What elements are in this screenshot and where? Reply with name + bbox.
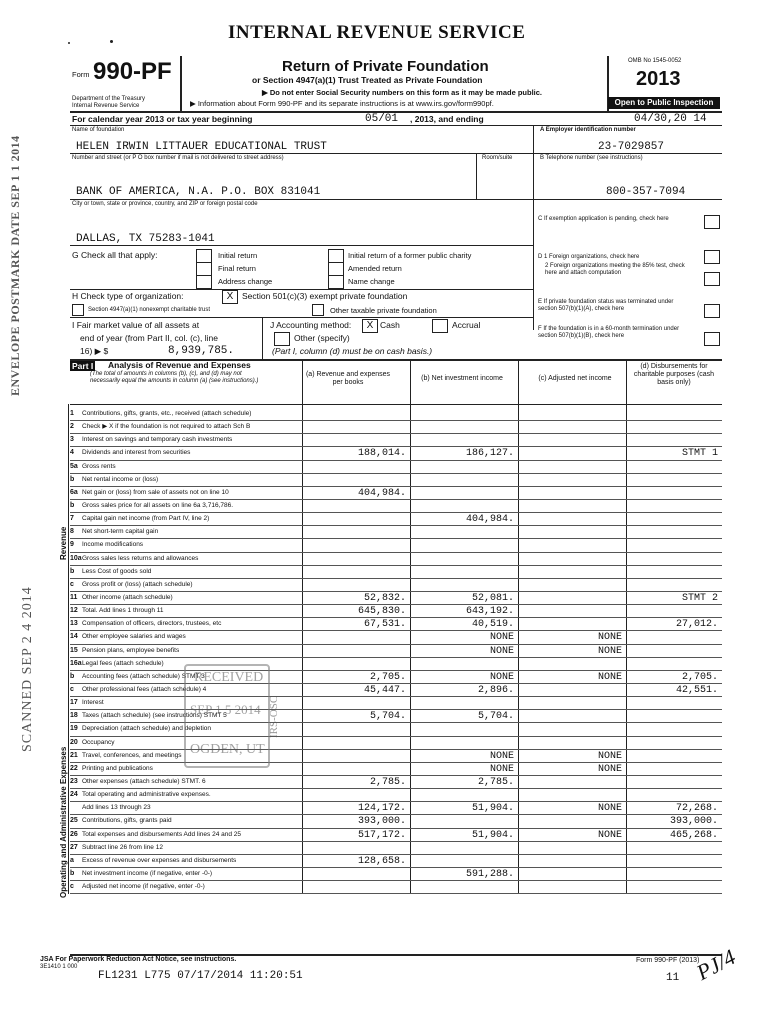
row-number: 26 [70,830,78,838]
row-rule [70,420,722,421]
row-number: 19 [70,725,78,733]
row-rule [70,814,722,815]
row-label: Add lines 13 through 23 [82,804,151,812]
row-label: Capital gain net income (from Part IV, line 2) [82,515,210,523]
row-rule [70,683,722,684]
col-c-header: (c) Adjusted net income [538,375,612,382]
row-value-a: 404,984. [357,487,406,499]
row-rule [70,578,722,579]
part1-tag: Part I [72,361,94,371]
row-value-a: 67,531. [363,619,406,631]
row-label: Net short-term capital gain [82,528,159,536]
row-value-d: 42,551. [675,684,718,696]
row-label: Net investment income (if negative, enter -0-) [82,869,213,877]
row-number: 3 [70,436,74,444]
row-rule [70,762,722,763]
row-value-b: 591,288. [465,868,514,880]
row-number: 16a [70,659,82,667]
row-value-b: 51,904. [471,829,514,841]
row-number: 8 [70,528,74,536]
row-rule [70,630,722,631]
row-value-c: NONE [597,645,622,657]
row-value-c: NONE [597,632,622,644]
h-opt1: Section 501(c)(3) exempt private foundation [242,291,408,301]
phone-label: B Telephone number (see instructions) [540,155,643,161]
row-rule [70,552,722,553]
d1-checkbox[interactable] [704,250,720,264]
row-value-b: 51,904. [471,803,514,815]
row-label: Interest on savings and temporary cash investments [82,436,233,444]
row-rule [70,644,722,645]
row-value-a: 645,830. [357,606,406,618]
row-rule [70,736,722,737]
received-date: SEP 1 5 2014 [190,702,261,717]
part1-note: (The total of amounts in columns (b), (c), and (d) may not necessarily equal the amounts in column (a) (see instructions).) [90,371,259,384]
f-checkbox[interactable] [704,332,720,346]
page-number: 11 [666,972,680,984]
row-number: b [70,475,75,483]
row-value-b: 5,704. [477,711,514,723]
h-opt2: Section 4947(a)(1) nonexempt charitable trust [88,307,211,313]
foundation-name: HELEN IRWIN LITTAUER EDUCATIONAL TRUST [76,141,327,153]
row-value-a: 52,832. [363,593,406,604]
row-label: Compensation of officers, directors, trustees, etc [82,620,222,628]
name-label: Name of foundation [72,127,125,133]
row-value-c: NONE [597,763,622,775]
d2-checkbox[interactable] [704,272,720,286]
row-label: Total operating and administrative expenses. [82,791,211,799]
row-label: Printing and publications [82,764,153,772]
row-value-d: 27,012. [675,619,718,631]
form-footer: Form 990-PF (2013) [636,957,700,964]
c-checkbox[interactable] [704,215,720,229]
calendar-label: For calendar year 2013 or tax year beginning [72,114,253,124]
row-number: c [70,685,74,693]
row-label: Interest [82,699,104,707]
row-value-a: 2,785. [369,776,406,788]
g-opt4: Amended return [348,264,402,273]
i-line3: 16) ▶ $ [80,346,109,356]
i-line1: I Fair market value of all assets at [72,320,200,330]
form-number: 990-PF [93,58,172,85]
jsa-code: 3E1410 1 000 [40,964,78,970]
row-label: Other professional fees (attach schedule) 4 [82,685,207,693]
row-number: 10a [70,554,82,562]
row-value-d: 72,268. [675,803,718,815]
row-rule [70,696,722,697]
g-label: G Check all that apply: [72,250,158,260]
row-rule [70,565,722,566]
row-label: Taxes (attach schedule) (see instructions) STMT 5 [82,712,227,720]
batch-id: FL1231 L775 07/17/2014 11:20:51 [98,970,303,982]
open-public-badge: Open to Public Inspection [608,97,720,109]
row-label: Adjusted net income (if negative, enter -0-) [82,883,205,890]
row-number: c [70,883,74,890]
city-value: DALLAS, TX 75283-1041 [76,233,215,245]
row-value-d: STMT 2 [681,593,718,604]
row-number: 17 [70,699,78,707]
row-rule [70,880,722,881]
row-label: Net gain or (loss) from sale of assets not on line 10 [82,488,229,496]
row-value-b: 52,081. [471,593,514,604]
e-label: E If private foundation status was terminated under section 507(b)(1)(A), check here [538,299,674,312]
row-rule [70,460,722,461]
other-taxable-checkbox[interactable] [312,304,324,316]
city-label: City or town, state or province, country, and ZIP or foreign postal code [72,201,258,207]
row-label: Subtract line 26 from line 12 [82,843,163,851]
d2-label: 2 Foreign organizations meeting the 85% test, check here and attach computation [545,263,685,276]
row-number: 6a [70,488,78,496]
row-rule [70,512,722,513]
row-number: 25 [70,817,78,825]
side-divider [68,404,69,894]
row-value-d: STMT 1 [681,448,718,460]
part1-title: Analysis of Revenue and Expenses [108,360,251,370]
row-value-d: 465,268. [669,829,718,841]
other-method-label: Other (specify) [294,333,350,343]
row-rule [70,446,722,447]
row-label: Less Cost of goods sold [82,567,152,575]
row-rule [70,433,722,434]
row-value-d: 2,705. [681,671,718,683]
cash-mark: X [366,320,374,331]
col-d-header: (d) Disbursements for charitable purposes (cash basis only) [633,363,715,386]
address-change-checkbox[interactable] [196,275,212,289]
row-rule [70,893,722,894]
row-number: 9 [70,541,74,549]
omb-number: OMB No 1545-0052 [628,58,682,64]
501c3-checkbox[interactable] [222,290,238,304]
row-rule [70,604,722,605]
row-label: Total. Add lines 1 through 11 [82,607,164,615]
row-label: Gross rents [82,462,116,470]
tax-year-end: 04/30,20 14 [634,113,707,125]
row-value-c: NONE [597,829,622,841]
row-number: 2 [70,423,74,431]
info-note: ▶ Information about Form 990-PF and its separate instructions is at www.irs.gov/form990pf. [190,99,494,108]
g-opt3: Final return [218,264,256,273]
dept-label: Department of the Treasury [72,96,146,102]
row-value-a: 128,658. [357,855,406,867]
row-value-c: NONE [597,750,622,762]
other-method-checkbox[interactable] [274,332,290,346]
part-note: (Part I, column (d) must be on cash basis.) [272,346,433,356]
speck-mark [68,42,70,44]
row-number: b [70,502,75,509]
row-label: Income modifications [82,541,144,549]
col-b-header: (b) Net investment income [421,375,503,382]
row-rule [70,841,722,842]
jsa-note: JSA For Paperwork Reduction Act Notice, see instructions. [40,956,237,963]
row-rule [70,473,722,474]
g-opt6: Name change [348,277,395,286]
row-value-b: 643,192. [465,606,514,618]
fmv-value: 8,939,785. [168,345,235,357]
row-value-c: NONE [597,671,622,683]
row-rule [70,775,722,776]
row-number: c [70,580,74,588]
row-number: 21 [70,751,78,759]
row-number: 4 [70,449,74,457]
row-label: Gross sales less returns and allowances [82,554,199,562]
j-label: J Accounting method: [270,320,352,330]
irs-label: Internal Revenue Service [72,103,140,109]
row-rule [70,525,722,526]
f-label: F If the foundation is in a 60-month termination under section 507(b)(1)(B), check here [538,326,680,339]
row-rule [70,499,722,500]
row-number: 18 [70,712,78,720]
row-rule [70,749,722,750]
amended-return-checkbox[interactable] [328,262,344,276]
form-subtitle: or Section 4947(a)(1) Trust Treated as Private Foundation [252,75,483,85]
row-label: Other employee salaries and wages [82,633,186,641]
speck-mark [110,40,113,43]
row-rule [70,591,722,592]
row-label: Check ▶ X if the foundation is not required to attach Sch B [82,423,251,431]
row-value-a: 188,014. [357,448,406,460]
i-line2: end of year (from Part II, col. (c), line [80,333,218,343]
phone-value: 800-357-7094 [606,186,686,198]
row-label: Depreciation (attach schedule) and depletion [82,725,212,733]
row-label: Occupancy [82,738,115,746]
tax-year-begin: 05/01 [365,113,399,125]
row-label: Excess of revenue over expenses and disbursements [82,856,237,864]
row-rule [70,657,722,658]
expenses-side-label: Operating and Administrative Expenses [59,746,68,898]
cash-label: Cash [380,320,400,330]
row-number: b [70,869,75,877]
accrual-label: Accrual [452,320,481,330]
row-number: 7 [70,515,74,523]
g-opt5: Address change [218,277,273,286]
scanned-stamp: SCANNED SEP 2 4 2014 [20,586,35,752]
handwritten-title: INTERNAL REVENUE SERVICE [228,22,526,43]
received-text: RECEIVED [194,670,264,685]
postmark-stamp: ENVELOPE POSTMARK DATE SEP 1 1 2014 [8,135,22,396]
row-label: Pension plans, employee benefits [82,646,180,654]
row-rule [70,801,722,802]
street-value: BANK OF AMERICA, N.A. P.O. BOX 831041 [76,186,321,198]
row-number: b [70,567,75,575]
row-value-b: 2,896. [477,684,514,696]
row-value-a: 2,705. [369,671,406,683]
row-label: Net rental income or (loss) [82,475,159,483]
row-rule [70,538,722,539]
g-opt1: Initial return [218,251,258,260]
revenue-side-label: Revenue [59,526,68,560]
row-rule [70,788,722,789]
received-stamp [184,664,270,768]
former-charity-checkbox[interactable] [328,249,344,263]
row-value-b: 404,984. [465,514,514,526]
row-label: Legal fees (attach schedule) [82,659,164,667]
ssn-note: ▶ Do not enter Social Security numbers on this form as it may be made public. [262,88,542,97]
row-value-c: NONE [597,803,622,815]
row-number: 11 [70,594,78,601]
row-value-a: 393,000. [357,816,406,828]
501c3-mark: X [226,291,234,302]
4947-checkbox[interactable] [72,304,84,316]
h-label: H Check type of organization: [72,291,184,301]
row-label: Travel, conferences, and meetings [82,751,182,759]
header-rule [70,404,722,405]
row-rule [70,617,722,618]
row-rule [70,867,722,868]
ein-value: 23-7029857 [598,141,665,153]
col-a-header: (a) Revenue and expenses per books [305,371,391,386]
row-number: 1 [70,410,74,417]
row-label: Gross sales price for all assets on line 6a 3,716,786. [82,502,234,509]
row-label: Total expenses and disbursements Add lines 24 and 25 [82,830,241,838]
ogden-text: OGDEN, UT [190,742,265,757]
row-rule [70,854,722,855]
row-label: Other income (attach schedule) [82,594,173,601]
form-title: Return of Private Foundation [282,58,489,75]
row-rule [70,828,722,829]
h-opt3: Other taxable private foundation [330,306,437,315]
e-checkbox[interactable] [704,304,720,318]
row-rule [70,670,722,671]
row-number: 14 [70,633,78,641]
row-value-b: NONE [489,632,514,644]
accrual-checkbox[interactable] [432,319,448,333]
row-number: 12 [70,607,78,615]
signature-initials: PJ/4 [692,944,740,986]
room-label: Room/suite [482,155,513,161]
irs-osc-stamp: IRS-OSC [268,695,280,738]
row-number: a [70,856,74,864]
row-number: 20 [70,738,78,746]
row-value-b: NONE [489,671,514,683]
initial-return-checkbox[interactable] [196,249,212,263]
row-number: 24 [70,791,78,799]
row-value-b: NONE [489,645,514,657]
row-value-b: 186,127. [465,448,514,460]
row-number: 22 [70,764,78,772]
calendar-mid: , 2013, and ending [410,114,484,124]
row-number: 13 [70,620,78,628]
row-value-a: 5,704. [369,711,406,723]
ein-label: A Employer identification number [540,127,636,133]
tax-year: 2013 [636,68,681,90]
row-value-b: NONE [489,763,514,775]
row-value-b: 2,785. [477,776,514,788]
row-value-b: 40,519. [471,619,514,631]
row-number: b [70,672,75,680]
row-value-a: 45,447. [363,684,406,696]
row-value-b: NONE [489,750,514,762]
row-label: Accounting fees (attach schedule) STMT 3 [82,672,205,680]
g-opt2: Initial return of a former public charity [348,251,472,260]
row-label: Gross profit or (loss) (attach schedule) [82,580,193,588]
row-label: Dividends and interest from securities [82,449,191,457]
row-value-d: 393,000. [669,816,718,828]
row-rule [70,722,722,723]
row-number: 15 [70,646,78,654]
row-number: 27 [70,843,78,851]
row-label: Contributions, gifts, grants paid [82,817,172,825]
row-value-a: 517,172. [357,829,406,841]
d1-label: D 1 Foreign organizations, check here [538,254,640,260]
name-change-checkbox[interactable] [328,275,344,289]
row-rule [70,709,722,710]
row-value-a: 124,172. [357,803,406,815]
form-prefix: Form [72,70,90,79]
row-rule [70,486,722,487]
row-label: Contributions, gifts, grants, etc., received (attach schedule) [82,410,252,417]
row-number: 5a [70,462,78,470]
row-number: 23 [70,777,78,785]
street-label: Number and street (or P O box number if mail is not delivered to street address) [72,155,284,161]
c-label: C If exemption application is pending, check here [538,216,669,222]
row-label: Other expenses (attach schedule) STMT. 6 [82,777,206,785]
final-return-checkbox[interactable] [196,262,212,276]
cash-checkbox[interactable] [362,319,378,333]
